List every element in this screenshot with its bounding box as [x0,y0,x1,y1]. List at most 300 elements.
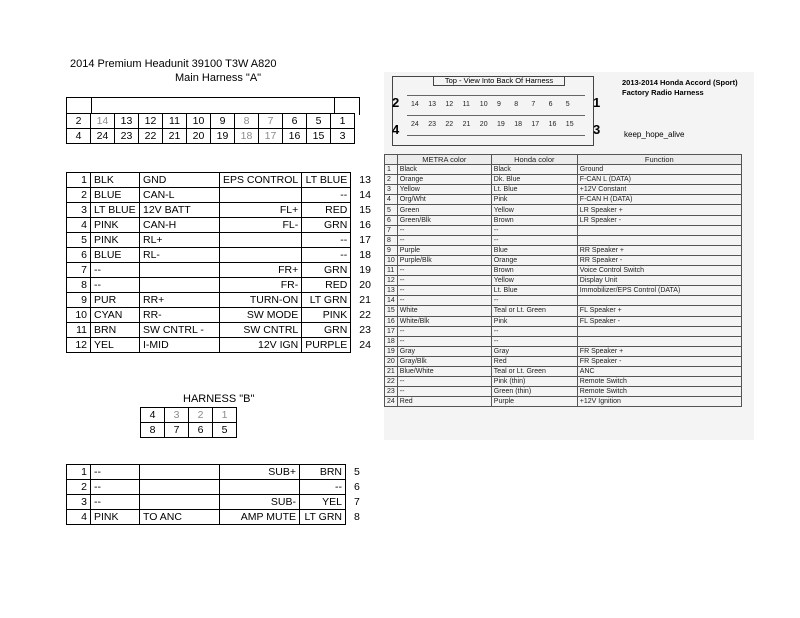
wire-color-right: PURPLE [302,338,351,353]
connector-b-top-pin: 1 [213,408,237,423]
honda-color: Teal or Lt. Green [491,306,577,316]
metra-row [385,276,742,286]
metra-function: ANC [577,366,741,376]
wire-color: -- [91,495,140,510]
scan-pin-label: 17 [531,121,540,128]
connector-a-bottom-pin: 24 [91,129,115,144]
connector-a-bottom-pin: 22 [139,129,163,144]
metra-pin-number: 17 [385,326,398,336]
metra-function: FR Speaker - [577,356,741,366]
connector-b-bottom-pin: 7 [165,423,189,438]
metra-function: FL Speaker + [577,306,741,316]
metra-function: +12V Ignition [577,397,741,407]
scan-pin-label: 23 [428,121,436,128]
metra-row [385,356,742,366]
metra-pin-number: 18 [385,336,398,346]
metra-function [577,336,741,346]
wire-color-right: GRN [302,218,351,233]
wire-color: YEL [91,338,140,353]
honda-color: Lt. Blue [491,185,577,195]
pin-function-right: FR+ [220,263,302,278]
pin-number: 9 [67,293,91,308]
pin-function [140,465,220,480]
pin-function-right [220,188,302,203]
scan-pin-label: 16 [548,121,557,128]
pin-number: 1 [67,173,91,188]
main-harness-subtitle: Main Harness "A" [175,72,262,84]
top-view-label: Top - View Into Back Of Harness [433,76,565,86]
metra-pin-number: 16 [385,316,398,326]
metra-row [385,316,742,326]
metra-row [385,346,742,356]
wire-color-right: GRN [302,323,351,338]
pin-function-right: 12V IGN [220,338,302,353]
metra-pin-number: 21 [385,366,398,376]
pin-number-right: 19 [359,264,371,276]
metra-pin-number: 4 [385,195,398,205]
scan-pin-label: 8 [514,101,519,108]
pin-function-right: SUB- [220,495,300,510]
metra-function [577,326,741,336]
pin-function: I-MID [140,338,220,353]
metra-color-table [384,154,742,407]
wire-color: CYAN [91,308,140,323]
metra-function: Display Unit [577,276,741,286]
wire-color: PUR [91,293,140,308]
pin-function-right: AMP MUTE [220,510,300,525]
pin-function [140,263,220,278]
honda-color: Brown [491,215,577,225]
pin-number-right: 13 [359,174,371,186]
wire-color-right: RED [302,203,351,218]
connector-a-bottom-pin: 23 [115,129,139,144]
connector-a-bottom-pin: 3 [331,129,355,144]
harness-b-pin-table [66,464,364,525]
pin-number: 8 [67,278,91,293]
pin-function [140,480,220,495]
metra-function: FL Speaker - [577,316,741,326]
pin-number-right: 8 [354,511,360,523]
scan-pin-label: 13 [428,101,436,108]
pin-number: 4 [67,218,91,233]
pin-number: 12 [67,338,91,353]
main-pin-row [67,173,375,188]
pin-number-right: 6 [354,481,360,493]
connector-a-top-pin: 9 [211,114,235,129]
scan-pin-label: 22 [445,121,454,128]
pin-function-right [220,248,302,263]
scan-subheading: Factory Radio Harness [622,88,704,97]
wire-color: BRN [91,323,140,338]
main-pin-row [67,293,375,308]
wire-color-right: -- [302,248,351,263]
connector-a-bottom-pin: 20 [187,129,211,144]
main-pin-row [67,323,375,338]
pin-function-right: EPS CONTROL [220,173,302,188]
honda-color: Orange [491,255,577,265]
connector-a-bottom-pin: 21 [163,129,187,144]
wire-color-right: PINK [302,308,351,323]
metra-row [385,235,742,245]
honda-color: Red [491,356,577,366]
pin-number-right: 5 [354,466,360,478]
wire-color: -- [91,480,140,495]
metra-pin-number: 3 [385,185,398,195]
harness-b-pin-row [67,510,364,525]
metra-pin-number: 13 [385,286,398,296]
main-pin-row [67,233,375,248]
metra-pin-number: 23 [385,387,398,397]
metra-color: White/Blk [397,316,491,326]
metra-color: -- [397,266,491,276]
pin-number: 4 [67,510,91,525]
pin-function-right: FR- [220,278,302,293]
scan-pin-label: 9 [497,101,501,108]
metra-color: Red [397,397,491,407]
scan-pin-label: 11 [462,101,470,108]
metra-color: -- [397,276,491,286]
connector-a-top-pin: 11 [163,114,187,129]
connector-a-top-pin: 13 [115,114,139,129]
scan-pin-label: 7 [531,101,536,108]
metra-color: Org/Wht [397,195,491,205]
pin-function: GND [140,173,220,188]
pin-function [140,278,220,293]
pin-number-right: 23 [359,324,371,336]
metra-pin-number: 9 [385,245,398,255]
wire-color-right: -- [302,188,351,203]
metra-row [385,366,742,376]
metra-function: FR Speaker + [577,346,741,356]
wire-color-right: -- [302,233,351,248]
main-harness-pin-table [66,172,375,353]
connector-a-pinout [66,113,355,144]
honda-color: Pink [491,195,577,205]
connector-a-top-pin: 2 [67,114,91,129]
connector-drawing [392,76,601,146]
big-pin-4: 4 [392,122,400,137]
metra-function: LR Speaker + [577,205,741,215]
wire-color: PINK [91,510,140,525]
scan-pin-label: 20 [479,121,488,128]
metra-pin-number: 1 [385,165,398,175]
connector-a-bottom-pin: 15 [307,129,331,144]
metra-row [385,336,742,346]
wire-color: LT BLUE [91,203,140,218]
honda-color: Brown [491,266,577,276]
wire-color-right: RED [302,278,351,293]
metra-color: -- [397,377,491,387]
metra-color: Gray [397,346,491,356]
pin-number-right: 7 [354,496,360,508]
scan-pin-label: 5 [565,101,570,108]
honda-color: Green (thin) [491,387,577,397]
signature: keep_hope_alive [624,130,685,139]
metra-pin-number: 5 [385,205,398,215]
col-function: Function [577,155,741,165]
scan-pin-label: 15 [565,121,574,128]
connector-a-bottom-pin: 18 [235,129,259,144]
metra-pin-number: 12 [385,276,398,286]
metra-color: Green/Blk [397,215,491,225]
metra-row [385,397,742,407]
wire-color-right: LT GRN [302,293,351,308]
wire-color: -- [91,278,140,293]
pin-function: SW CNTRL - [140,323,220,338]
pin-function: 12V BATT [140,203,220,218]
honda-color: Lt. Blue [491,286,577,296]
wire-color: BLUE [91,188,140,203]
pin-function-right: TURN-ON [220,293,302,308]
pin-function: RL- [140,248,220,263]
scan-pin-label: 14 [411,101,419,108]
metra-function: RR Speaker + [577,245,741,255]
metra-color: -- [397,326,491,336]
scan-pin-label: 10 [479,101,488,108]
pin-number-right: 20 [359,279,371,291]
pin-function: CAN-H [140,218,220,233]
col-honda-color: Honda color [491,155,577,165]
pin-number-right: 24 [359,339,371,351]
metra-row [385,326,742,336]
connector-b-bottom-pin: 5 [213,423,237,438]
wire-color-right: GRN [302,263,351,278]
main-pin-row [67,338,375,353]
metra-pin-number: 2 [385,175,398,185]
metra-function: Immobilizer/EPS Control (DATA) [577,286,741,296]
scan-pin-label: 12 [445,101,454,108]
metra-row [385,195,742,205]
pin-number-right: 14 [359,189,371,201]
wire-color: PINK [91,218,140,233]
scan-pin-label: 6 [548,101,553,108]
harness-b-pin-row [67,495,364,510]
connector-b-top-pin: 3 [165,408,189,423]
scan-pin-label: 21 [462,121,471,128]
metra-color: Orange [397,175,491,185]
connector-a-bottom-pin: 4 [67,129,91,144]
connector-a-top-pin: 14 [91,114,115,129]
metra-color: -- [397,225,491,235]
pin-function-right: FL- [220,218,302,233]
connector-b-top-pin: 4 [141,408,165,423]
metra-row [385,215,742,225]
scan-pin-label: 18 [514,121,522,128]
connector-b-pinout [140,407,237,438]
pin-number: 3 [67,203,91,218]
honda-color: -- [491,326,577,336]
wire-color-right: LT GRN [300,510,346,525]
honda-color: Pink (thin) [491,377,577,387]
metra-color: -- [397,296,491,306]
big-pin-2: 2 [392,95,400,110]
harness-b-pin-row [67,465,364,480]
wire-color-right: LT BLUE [302,173,351,188]
connector-b-bottom-pin: 8 [141,423,165,438]
pin-function: CAN-L [140,188,220,203]
pin-number-right: 17 [359,234,371,246]
metra-color: -- [397,286,491,296]
connector-a-bottom-pin: 19 [211,129,235,144]
wire-color: BLK [91,173,140,188]
metra-row [385,255,742,265]
pin-function: RL+ [140,233,220,248]
pin-number: 2 [67,480,91,495]
metra-function: Ground [577,165,741,175]
honda-color: Blue [491,245,577,255]
big-pin-1: 1 [593,95,601,110]
metra-color: Yellow [397,185,491,195]
metra-color: White [397,306,491,316]
metra-row [385,306,742,316]
metra-pin-number: 14 [385,296,398,306]
honda-color: -- [491,225,577,235]
harness-b-title: HARNESS "B" [183,393,255,405]
connector-a-top-pin: 6 [283,114,307,129]
main-pin-row [67,308,375,323]
big-pin-3: 3 [593,122,601,137]
main-pin-row [67,218,375,233]
metra-color: -- [397,336,491,346]
metra-function: LR Speaker - [577,215,741,225]
wire-color: -- [91,263,140,278]
metra-color: Gray/Blk [397,356,491,366]
pin-number-right: 16 [359,219,371,231]
honda-color: Yellow [491,276,577,286]
metra-function [577,296,741,306]
wire-color-right: BRN [300,465,346,480]
doc-title: 2014 Premium Headunit 39100 T3W A820 [70,58,277,70]
honda-color: Black [491,165,577,175]
metra-color: Purple [397,245,491,255]
metra-function: +12V Constant [577,185,741,195]
metra-color: -- [397,387,491,397]
metra-pin-number: 15 [385,306,398,316]
connector-a-bottom-pin: 16 [283,129,307,144]
connector-a-top-pin: 1 [331,114,355,129]
pin-number: 5 [67,233,91,248]
metra-row [385,296,742,306]
connector-a-top-pin: 12 [139,114,163,129]
metra-pin-number: 24 [385,397,398,407]
pin-function-right: FL+ [220,203,302,218]
metra-function: RR Speaker - [577,255,741,265]
pin-number: 11 [67,323,91,338]
factory-harness-reference-image [384,72,754,440]
metra-pin-number: 20 [385,356,398,366]
pin-number: 1 [67,465,91,480]
wire-color-right: YEL [300,495,346,510]
metra-function: Voice Control Switch [577,266,741,276]
main-pin-row [67,278,375,293]
connector-a-top-pin: 8 [235,114,259,129]
scan-pin-label: 24 [411,121,419,128]
metra-row [385,387,742,397]
metra-function [577,235,741,245]
scan-pin-label: 19 [497,121,505,128]
metra-function: F-CAN H (DATA) [577,195,741,205]
harness-b-pin-row [67,480,364,495]
pin-number-right: 18 [359,249,371,261]
metra-pin-number: 8 [385,235,398,245]
main-pin-row [67,248,375,263]
metra-row [385,165,742,175]
pin-function: RR- [140,308,220,323]
metra-function: Remote Switch [577,387,741,397]
metra-row [385,266,742,276]
pin-number: 3 [67,495,91,510]
wire-color: -- [91,465,140,480]
honda-color: -- [491,296,577,306]
pin-function-right: SW MODE [220,308,302,323]
metra-row [385,205,742,215]
pin-number: 7 [67,263,91,278]
pin-function: TO ANC [140,510,220,525]
metra-function: Remote Switch [577,377,741,387]
honda-color: Gray [491,346,577,356]
main-pin-row [67,203,375,218]
pin-number-right: 21 [359,294,371,306]
pin-number: 6 [67,248,91,263]
metra-pin-number: 7 [385,225,398,235]
connector-a-top-pin: 5 [307,114,331,129]
connector-a-top-pin: 10 [187,114,211,129]
wire-color: PINK [91,233,140,248]
wire-color-right: -- [300,480,346,495]
connector-b-bottom-pin: 6 [189,423,213,438]
metra-row [385,286,742,296]
honda-color: Yellow [491,205,577,215]
honda-color: Teal or Lt. Green [491,366,577,376]
pin-function: RR+ [140,293,220,308]
metra-pin-number: 11 [385,266,398,276]
metra-pin-number: 19 [385,346,398,356]
metra-row [385,185,742,195]
pin-number: 10 [67,308,91,323]
pin-function-right: SUB+ [220,465,300,480]
pin-function-right [220,233,302,248]
metra-function: F-CAN L (DATA) [577,175,741,185]
col-metra-color: METRA color [397,155,491,165]
metra-row [385,175,742,185]
connector-a-top-pin: 7 [259,114,283,129]
metra-color: Black [397,165,491,175]
metra-row [385,245,742,255]
main-pin-row [67,188,375,203]
metra-pin-number: 22 [385,377,398,387]
honda-color: -- [491,235,577,245]
honda-color: -- [491,336,577,346]
honda-color: Dk. Blue [491,175,577,185]
scan-heading: 2013-2014 Honda Accord (Sport) [622,78,738,87]
metra-color: Green [397,205,491,215]
connector-b-top-pin: 2 [189,408,213,423]
metra-color: Purple/Blk [397,255,491,265]
pin-number-right: 15 [359,204,371,216]
main-pin-row [67,263,375,278]
honda-color: Pink [491,316,577,326]
metra-pin-number: 6 [385,215,398,225]
metra-color: Blue/White [397,366,491,376]
pin-number-right: 22 [359,309,371,321]
metra-row [385,377,742,387]
metra-pin-number: 10 [385,255,398,265]
pin-function-right [220,480,300,495]
wire-color: BLUE [91,248,140,263]
pin-function [140,495,220,510]
honda-color: Purple [491,397,577,407]
metra-color: -- [397,235,491,245]
